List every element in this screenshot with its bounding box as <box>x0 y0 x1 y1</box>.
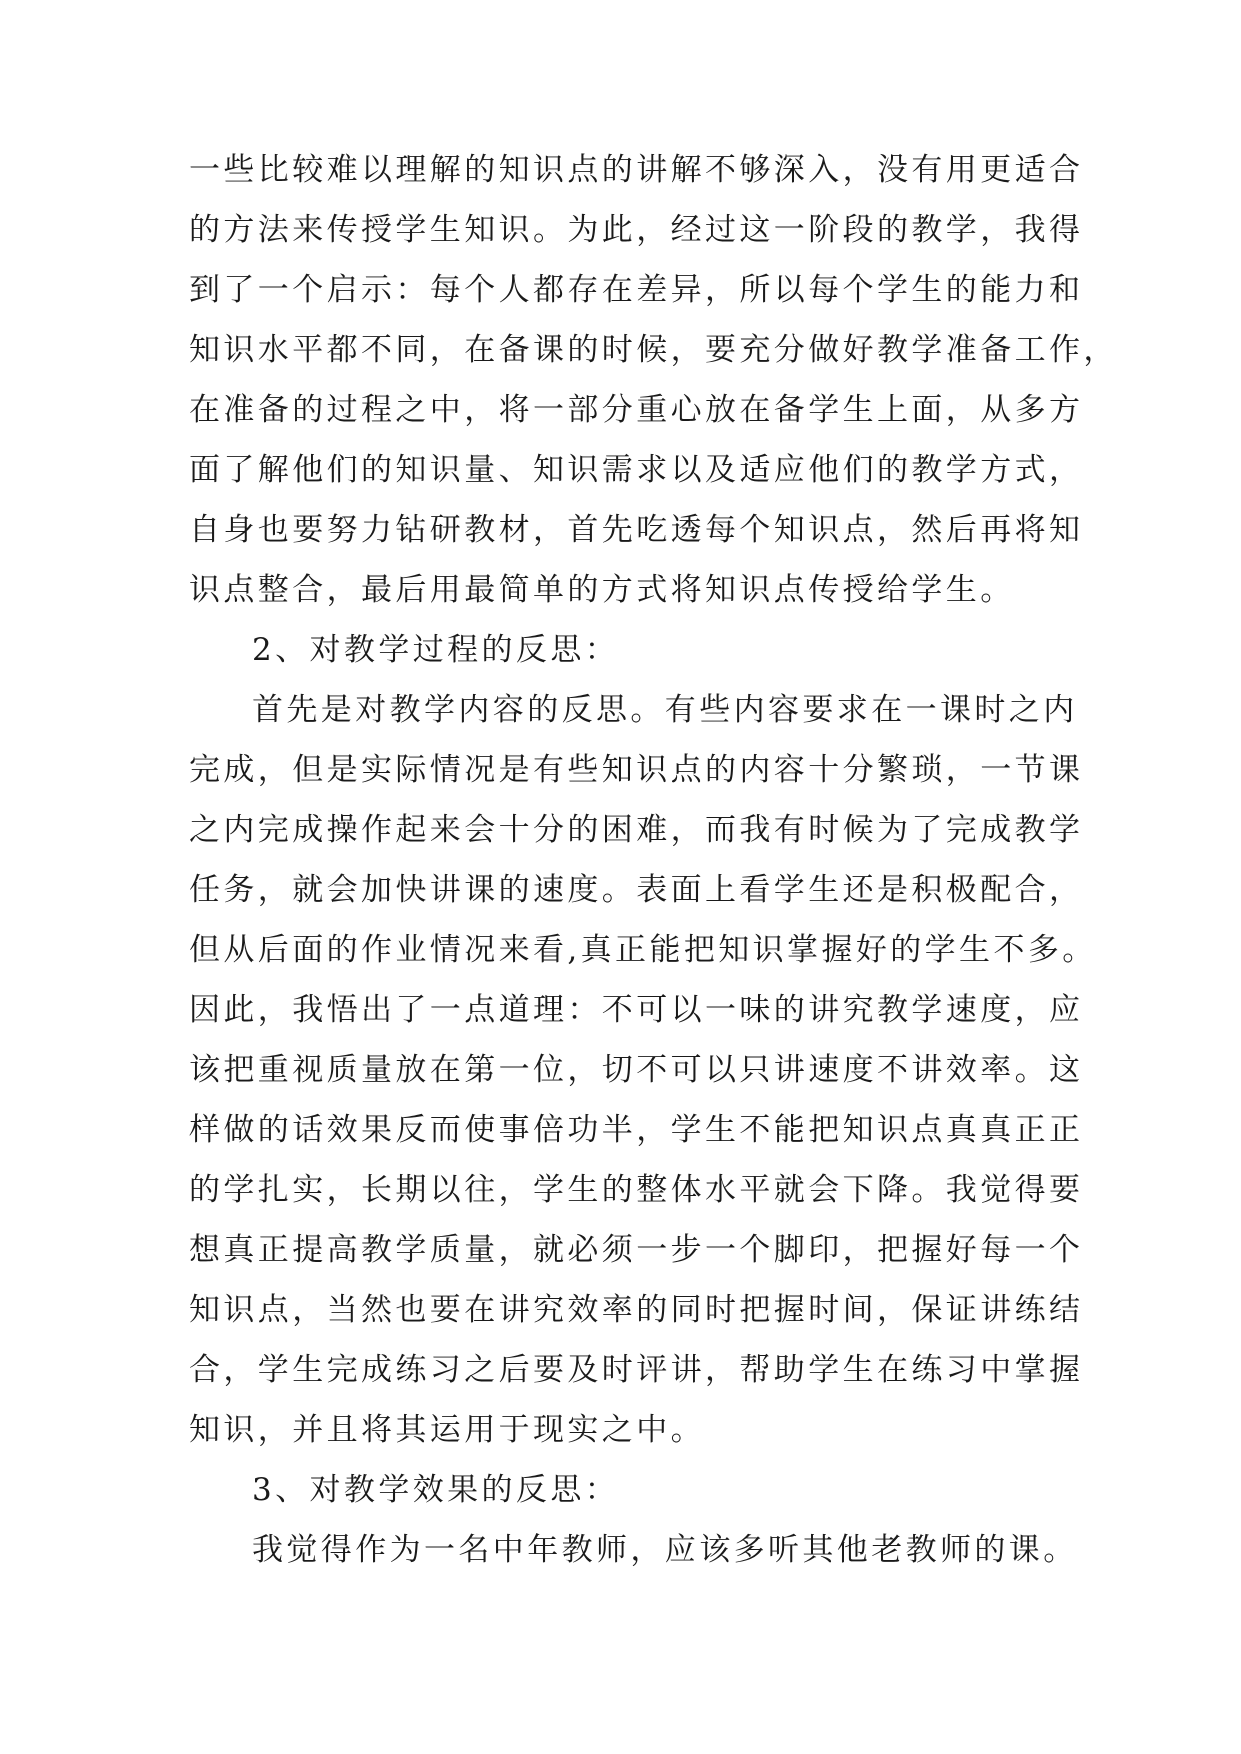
paragraph-line: 识点整合，最后用最简单的方式将知识点传授给学生。 <box>189 572 1015 608</box>
paragraph-line: 样做的话效果反而使事倍功半，学生不能把知识点真真正正 <box>189 1112 1084 1148</box>
paragraph-line: 完成，但是实际情况是有些知识点的内容十分繁琐，一节课 <box>189 752 1084 788</box>
paragraph-line: 知识，并且将其运用于现实之中。 <box>189 1412 705 1448</box>
paragraph-line: 之内完成操作起来会十分的困难，而我有时候为了完成教学 <box>189 812 1084 848</box>
paragraph-line: 合，学生完成练习之后要及时评讲，帮助学生在练习中掌握 <box>189 1352 1084 1388</box>
paragraph-line: 因此，我悟出了一点道理：不可以一味的讲究教学速度，应 <box>189 992 1084 1028</box>
paragraph-line: 我觉得作为一名中年教师，应该多听其他老教师的课。 <box>252 1532 1078 1568</box>
paragraph-line: 到了一个启示：每个人都存在差异，所以每个学生的能力和 <box>189 272 1084 308</box>
paragraph-line: 的方法来传授学生知识。为此，经过这一阶段的教学，我得 <box>189 212 1084 248</box>
section-heading: 3、对教学效果的反思： <box>252 1472 620 1508</box>
paragraph-line: 自身也要努力钻研教材，首先吃透每个知识点，然后再将知 <box>189 512 1084 548</box>
paragraph-line: 想真正提高教学质量，就必须一步一个脚印，把握好每一个 <box>189 1232 1084 1268</box>
paragraph-line: 知识水平都不同，在备课的时候，要充分做好教学准备工作， <box>189 332 1118 368</box>
paragraph-line: 但从后面的作业情况来看,真正能把知识掌握好的学生不多。 <box>189 932 1097 968</box>
paragraph-line: 在准备的过程之中，将一部分重心放在备学生上面，从多方 <box>189 392 1084 428</box>
paragraph-line: 知识点，当然也要在讲究效率的同时把握时间，保证讲练结 <box>189 1292 1084 1328</box>
paragraph-line: 一些比较难以理解的知识点的讲解不够深入，没有用更适合 <box>189 152 1084 188</box>
section-heading: 2、对教学过程的反思： <box>252 632 620 668</box>
paragraph-line: 该把重视质量放在第一位，切不可以只讲速度不讲效率。这 <box>189 1052 1084 1088</box>
paragraph-line: 任务，就会加快讲课的速度。表面上看学生还是积极配合， <box>189 872 1084 908</box>
paragraph-line: 面了解他们的知识量、知识需求以及适应他们的教学方式， <box>189 452 1084 488</box>
paragraph-line: 首先是对教学内容的反思。有些内容要求在一课时之内 <box>252 692 1078 728</box>
paragraph-line: 的学扎实，长期以往，学生的整体水平就会下降。我觉得要 <box>189 1172 1084 1208</box>
